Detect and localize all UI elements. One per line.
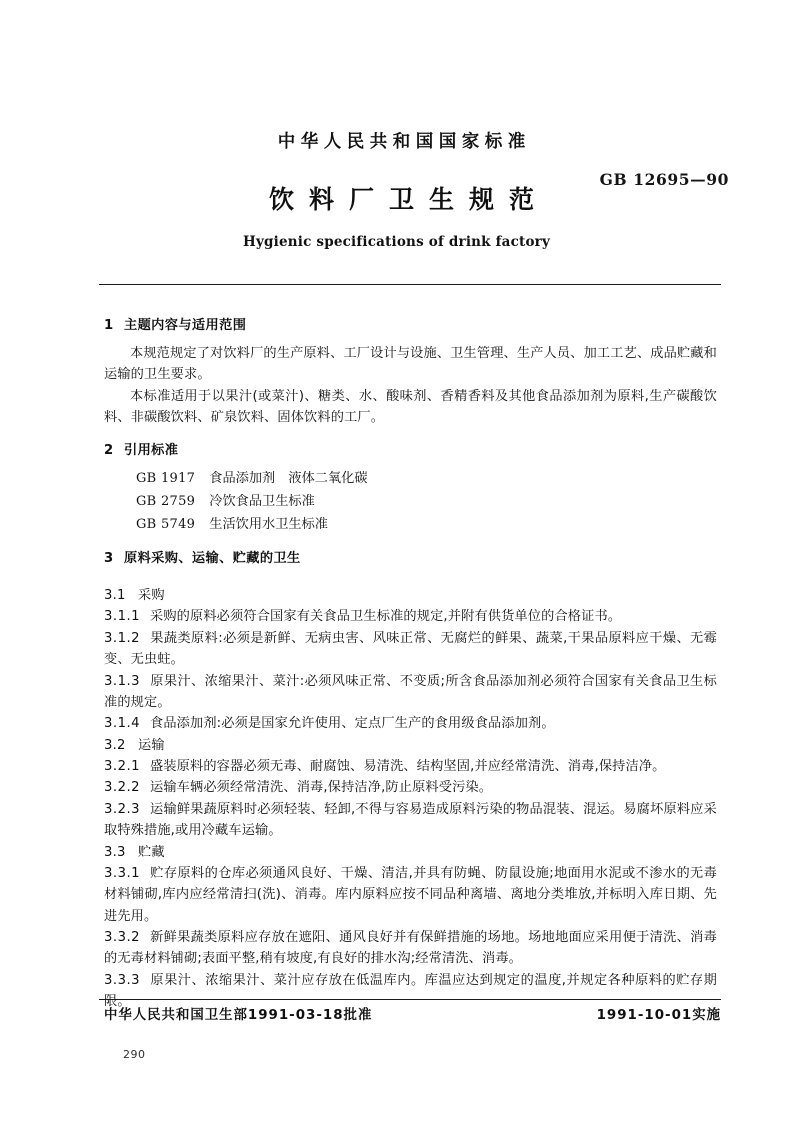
- list-item: [104, 468, 717, 491]
- subsection-title-3-2: 运输: [138, 737, 165, 753]
- subsection-heading-3-1: [104, 585, 717, 606]
- footer-divider-rule: [99, 999, 721, 1000]
- clause-number: 3.1.3: [104, 673, 141, 689]
- reference-code: GB 5749: [136, 516, 196, 532]
- clause-number: 3.1.4: [104, 716, 141, 732]
- clause-3-1-4: [104, 713, 717, 734]
- clause-text: 贮存原料的仓库必须通风良好、干燥、清洁,并具有防蝇、防鼠设施;地面用水泥或不渗水的无毒材料铺砌,库内应经常清扫(洗)、消毒。库内原料应按不同品种离墙、离地分类堆放,并标明入库日期、先进先用。: [104, 865, 717, 924]
- clause-number: 3.3.2: [104, 930, 141, 945]
- clause-number: 3.2.3: [104, 801, 141, 817]
- implementation-date: 1991-10-01实施: [596, 1008, 721, 1023]
- document-footer: [104, 1004, 721, 1023]
- section-title-1: 主题内容与适用范围: [124, 318, 247, 333]
- subsection-heading-3-2: [104, 735, 717, 756]
- referenced-standards-list: [104, 468, 717, 536]
- clause-text: 采购的原料必须符合国家有关食品卫生标准的规定,并附有供货单位的合格证书。: [150, 609, 622, 625]
- clause-number: 3.3.1: [104, 865, 141, 881]
- page-number: 290: [123, 1048, 146, 1061]
- reference-code: GB 2759: [136, 493, 196, 509]
- clause-number: 3.2.2: [104, 780, 141, 796]
- section-1-paragraph-1: 本规范规定了对饮料厂的生产原料、工厂设计与设施、卫生管理、生产人员、加工工艺、成品贮藏和运输的卫生要求。: [104, 345, 717, 383]
- subsection-number-3-3: 3.3: [104, 844, 126, 860]
- subsection-heading-3-3: [104, 842, 717, 863]
- approval-statement: 中华人民共和国卫生部1991-03-18批准: [104, 1008, 373, 1023]
- section-heading-1: [104, 316, 717, 336]
- clause-3-3-2: [104, 927, 717, 970]
- list-item: [104, 491, 717, 514]
- section-1-paragraph-2: 本标准适用于以果汁(或菜汁)、糖类、水、酸味剂、香精香料及其他食品添加剂为原料,生产碳酸饮料、非碳酸饮料、矿泉饮料、固体饮料的工厂。: [104, 388, 717, 425]
- subsection-title-3-3: 贮藏: [138, 844, 165, 860]
- section-heading-2: [104, 441, 717, 461]
- list-item: [104, 514, 717, 537]
- subsection-number-3-1: 3.1: [104, 588, 126, 603]
- section-title-2: 引用标准: [124, 443, 179, 459]
- clause-3-3-1: [104, 863, 717, 927]
- masthead: [0, 132, 801, 250]
- clause-number: 3.3.3: [104, 972, 141, 988]
- reference-name: 食品添加剂 液体二氧化碳: [209, 471, 368, 487]
- standard-number: GB 12695—90: [599, 170, 729, 189]
- subsection-title-3-1: 采购: [138, 588, 165, 603]
- clause-3-1-1: [104, 606, 717, 627]
- clause-text: 新鲜果蔬类原料应存放在遮阳、通风良好并有保鲜措施的场地。场地地面应采用便于清洗、消毒的无毒材料铺砌;表面平整,稍有坡度,有良好的排水沟;经常清洗、消毒。: [104, 930, 717, 967]
- clause-3-2-1: [104, 756, 717, 777]
- reference-name: 冷饮食品卫生标准: [209, 493, 315, 509]
- section-number-1: 1: [104, 318, 114, 333]
- clause-text: 原果汁、浓缩果汁、菜汁应存放在低温库内。库温应达到规定的温度,并规定各种原料的贮存期限。: [104, 972, 717, 1010]
- clause-3-1-3: [104, 671, 717, 714]
- clause-text: 盛装原料的容器必须无毒、耐腐蚀、易清洗、结构坚固,并应经常清洗、消毒,保持洁净。: [150, 759, 666, 774]
- clause-number: 3.2.1: [104, 759, 141, 774]
- clause-text: 果蔬类原料:必须是新鲜、无病虫害、风味正常、无腐烂的鲜果、蔬菜,干果品原料应干燥、无霉变、无虫蛀。: [104, 630, 717, 668]
- reference-name: 生活饮用水卫生标准: [209, 516, 328, 532]
- clause-3-2-3: [104, 799, 717, 842]
- clause-text: 运输车辆必须经常清洗、消毒,保持洁净,防止原料受污染。: [150, 780, 493, 796]
- reference-code: GB 1917: [136, 471, 196, 487]
- clause-number: 3.1.2: [104, 630, 141, 646]
- document-title: 饮料厂卫生规范: [268, 185, 549, 214]
- clause-text: 原果汁、浓缩果汁、菜汁:必须风味正常、不变质;所含食品添加剂必须符合国家有关食品卫生标准的规定。: [104, 673, 717, 710]
- clause-number: 3.1.1: [104, 609, 141, 625]
- section-number-3: 3: [104, 551, 114, 567]
- document-body: [104, 316, 717, 1013]
- clause-text: 食品添加剂:必须是国家允许使用、定点厂生产的食用级食品添加剂。: [150, 716, 555, 732]
- header-divider-rule: [99, 284, 721, 285]
- section-number-2: 2: [104, 443, 114, 459]
- english-subtitle: Hygienic specifications of drink factory: [242, 234, 551, 250]
- clause-text: 运输鲜果蔬原料时必须轻装、轻卸,不得与容易造成原料污染的物品混装、混运。易腐坏原料应采取特殊措施,或用冷藏车运输。: [104, 801, 717, 839]
- clause-3-1-2: [104, 628, 717, 671]
- section-heading-3: [104, 549, 717, 569]
- clause-3-2-2: [104, 777, 717, 798]
- subsection-number-3-2: 3.2: [104, 737, 126, 753]
- title-row: [0, 170, 801, 217]
- issuing-organization-title: 中华人民共和国国家标准: [277, 132, 531, 152]
- section-title-3: 原料采购、运输、贮藏的卫生: [124, 551, 301, 567]
